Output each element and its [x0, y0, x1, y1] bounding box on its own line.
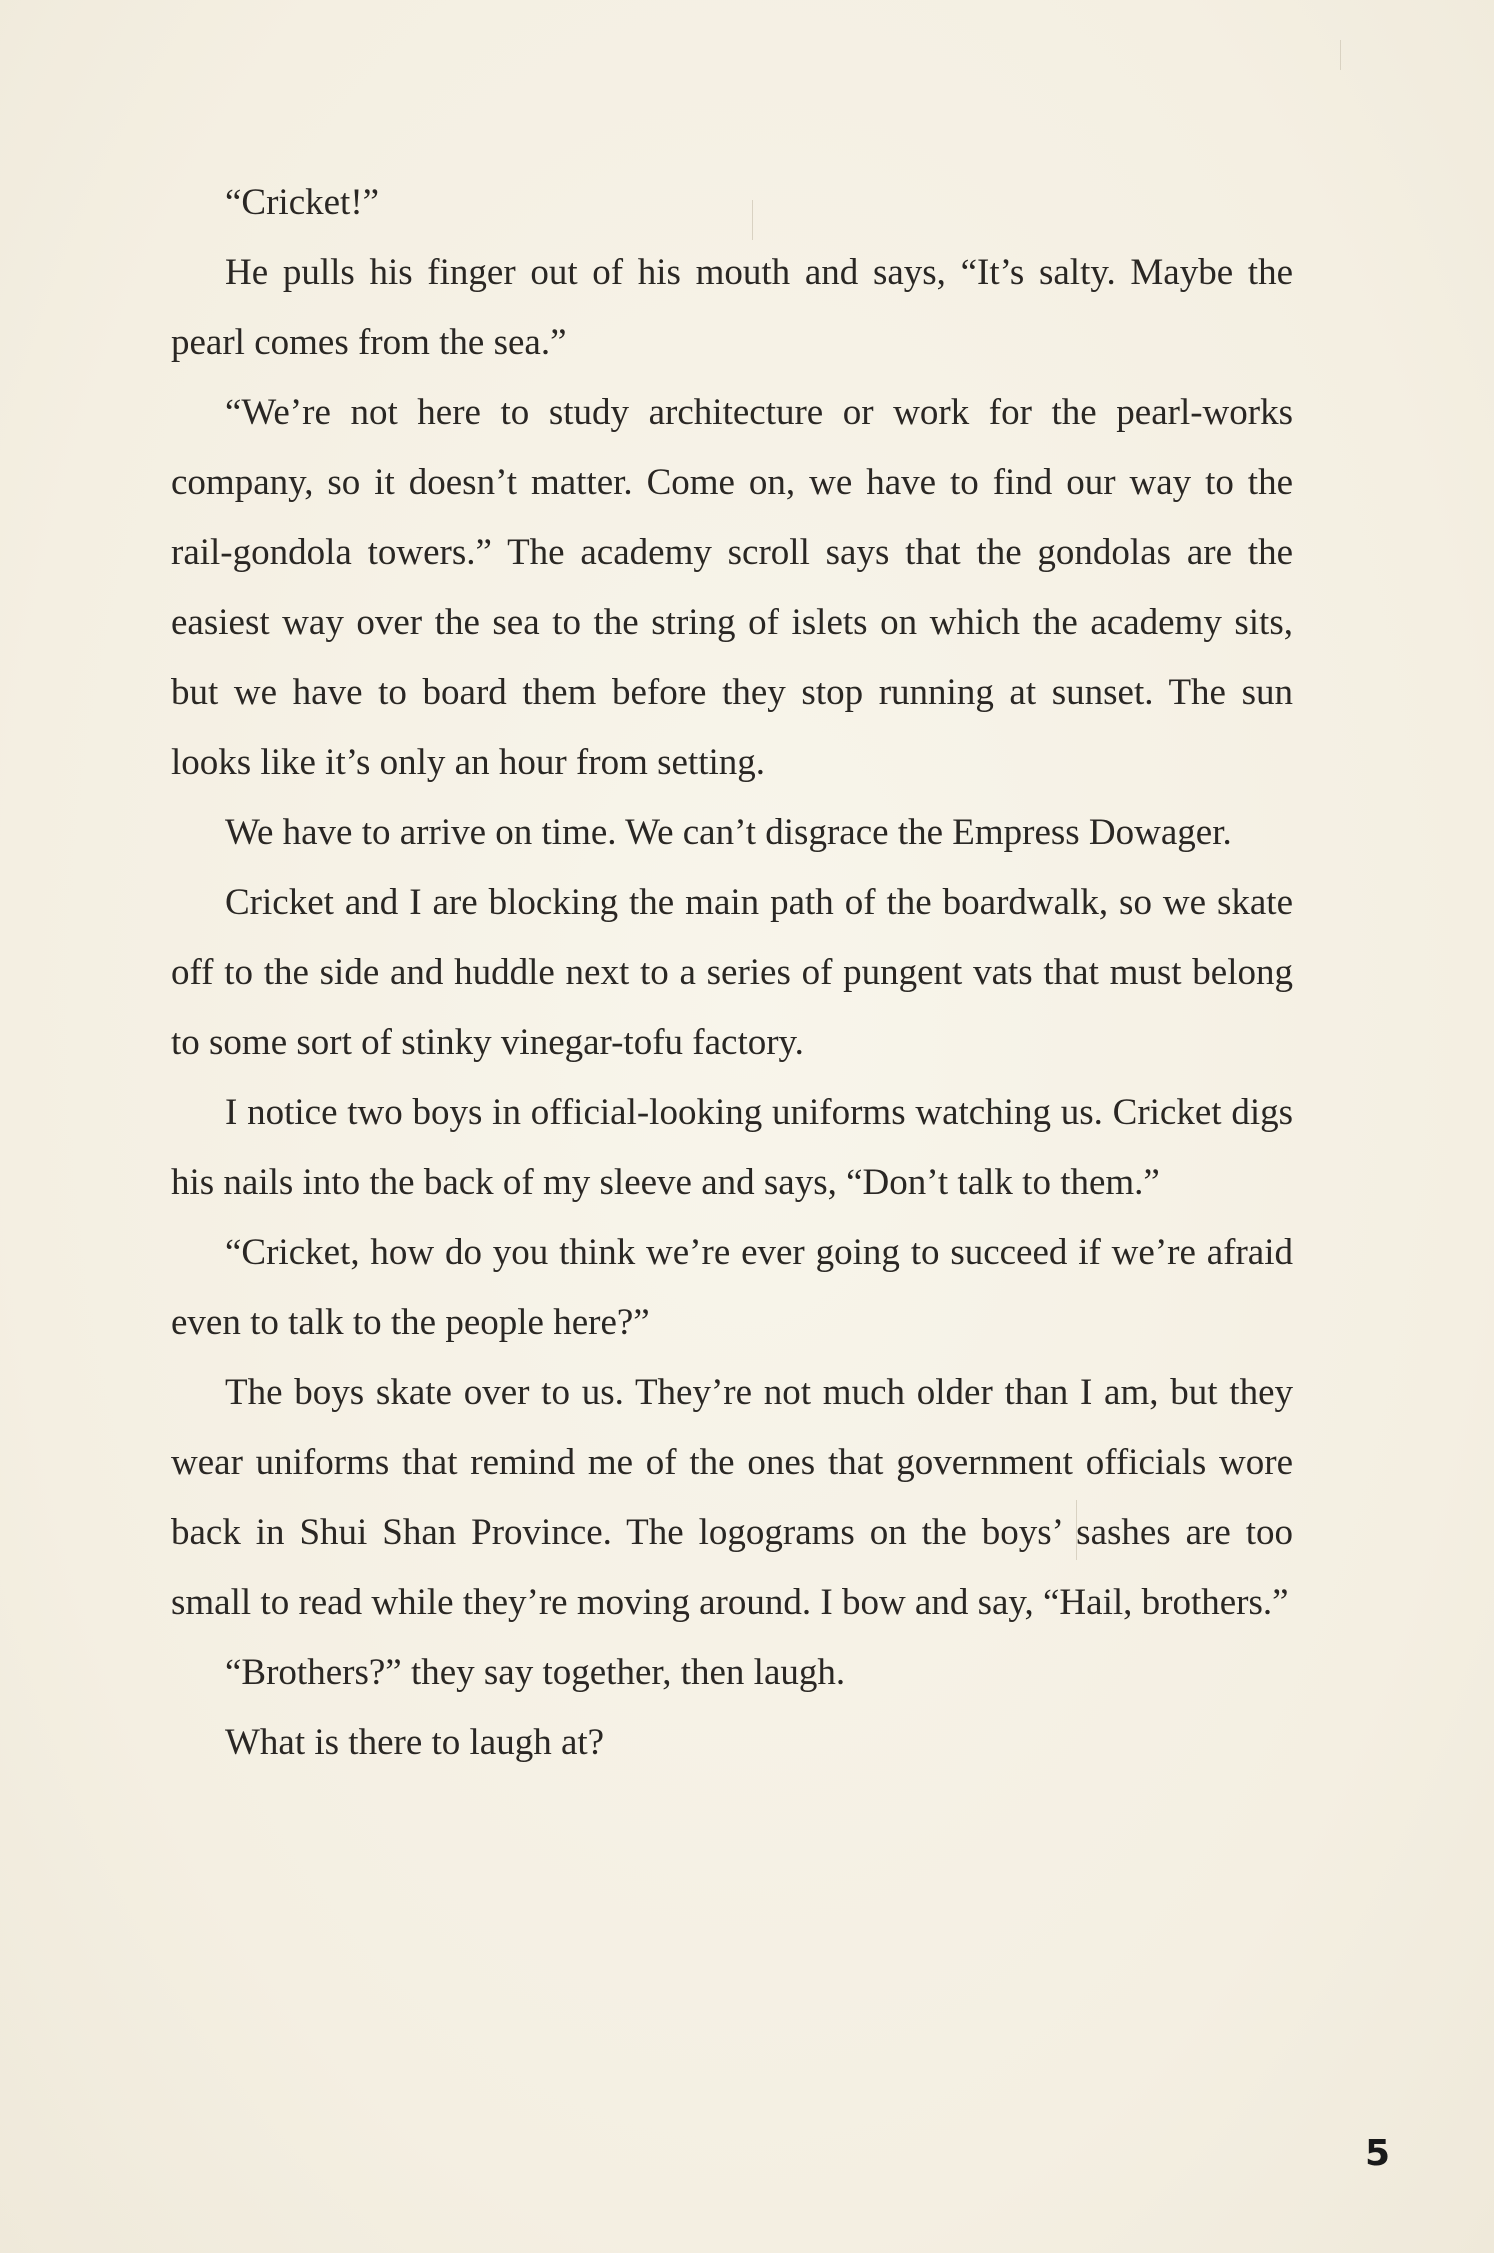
paragraph: Cricket and I are blocking the main path of the boardwalk, so we skate off to the side and huddle next to a series of pungent vats that must belong to some sort of stinky vinegar-tofu factory. — [171, 882, 1293, 1063]
paragraph: The boys skate over to us. They’re not much older than I am, but they wear uniforms that remind me of the ones that government officials wore back in Shui Shan Province. The logograms on the boys’ sashes are too small to read while they’re moving around. I bow and say, “Hail, brothers.” — [171, 1372, 1293, 1623]
paper-mark — [1340, 40, 1341, 70]
paragraph: He pulls his finger out of his mouth and says, “It’s salty. Maybe the pearl comes from the sea.” — [171, 252, 1293, 363]
body-text — [171, 168, 1293, 1778]
paragraph: “Brothers?” they say together, then laugh. — [225, 1652, 846, 1693]
paragraph: We have to arrive on time. We can’t disgrace the Empress Dowager. — [225, 812, 1232, 853]
paragraph: I notice two boys in official-looking uniforms watching us. Cricket digs his nails into the back of my sleeve and says, “Don’t talk to them.” — [171, 1092, 1293, 1203]
paragraph: “We’re not here to study architecture or work for the pearl-works company, so it doesn’t matter. Come on, we have to find our way to the rail-gondola towers.” The academy scroll says that the gondolas are the easiest way over the sea to the string of islets on which the academy sits, but we have to board them before they stop running at sunset. The sun looks like it’s only an hour from setting. — [171, 392, 1293, 783]
paragraph: What is there to laugh at? — [225, 1722, 605, 1763]
paragraph: “Cricket, how do you think we’re ever going to succeed if we’re afraid even to talk to the people here?” — [171, 1232, 1293, 1343]
page-number: 5 — [1364, 2133, 1390, 2174]
paragraph: “Cricket!” — [225, 182, 380, 223]
